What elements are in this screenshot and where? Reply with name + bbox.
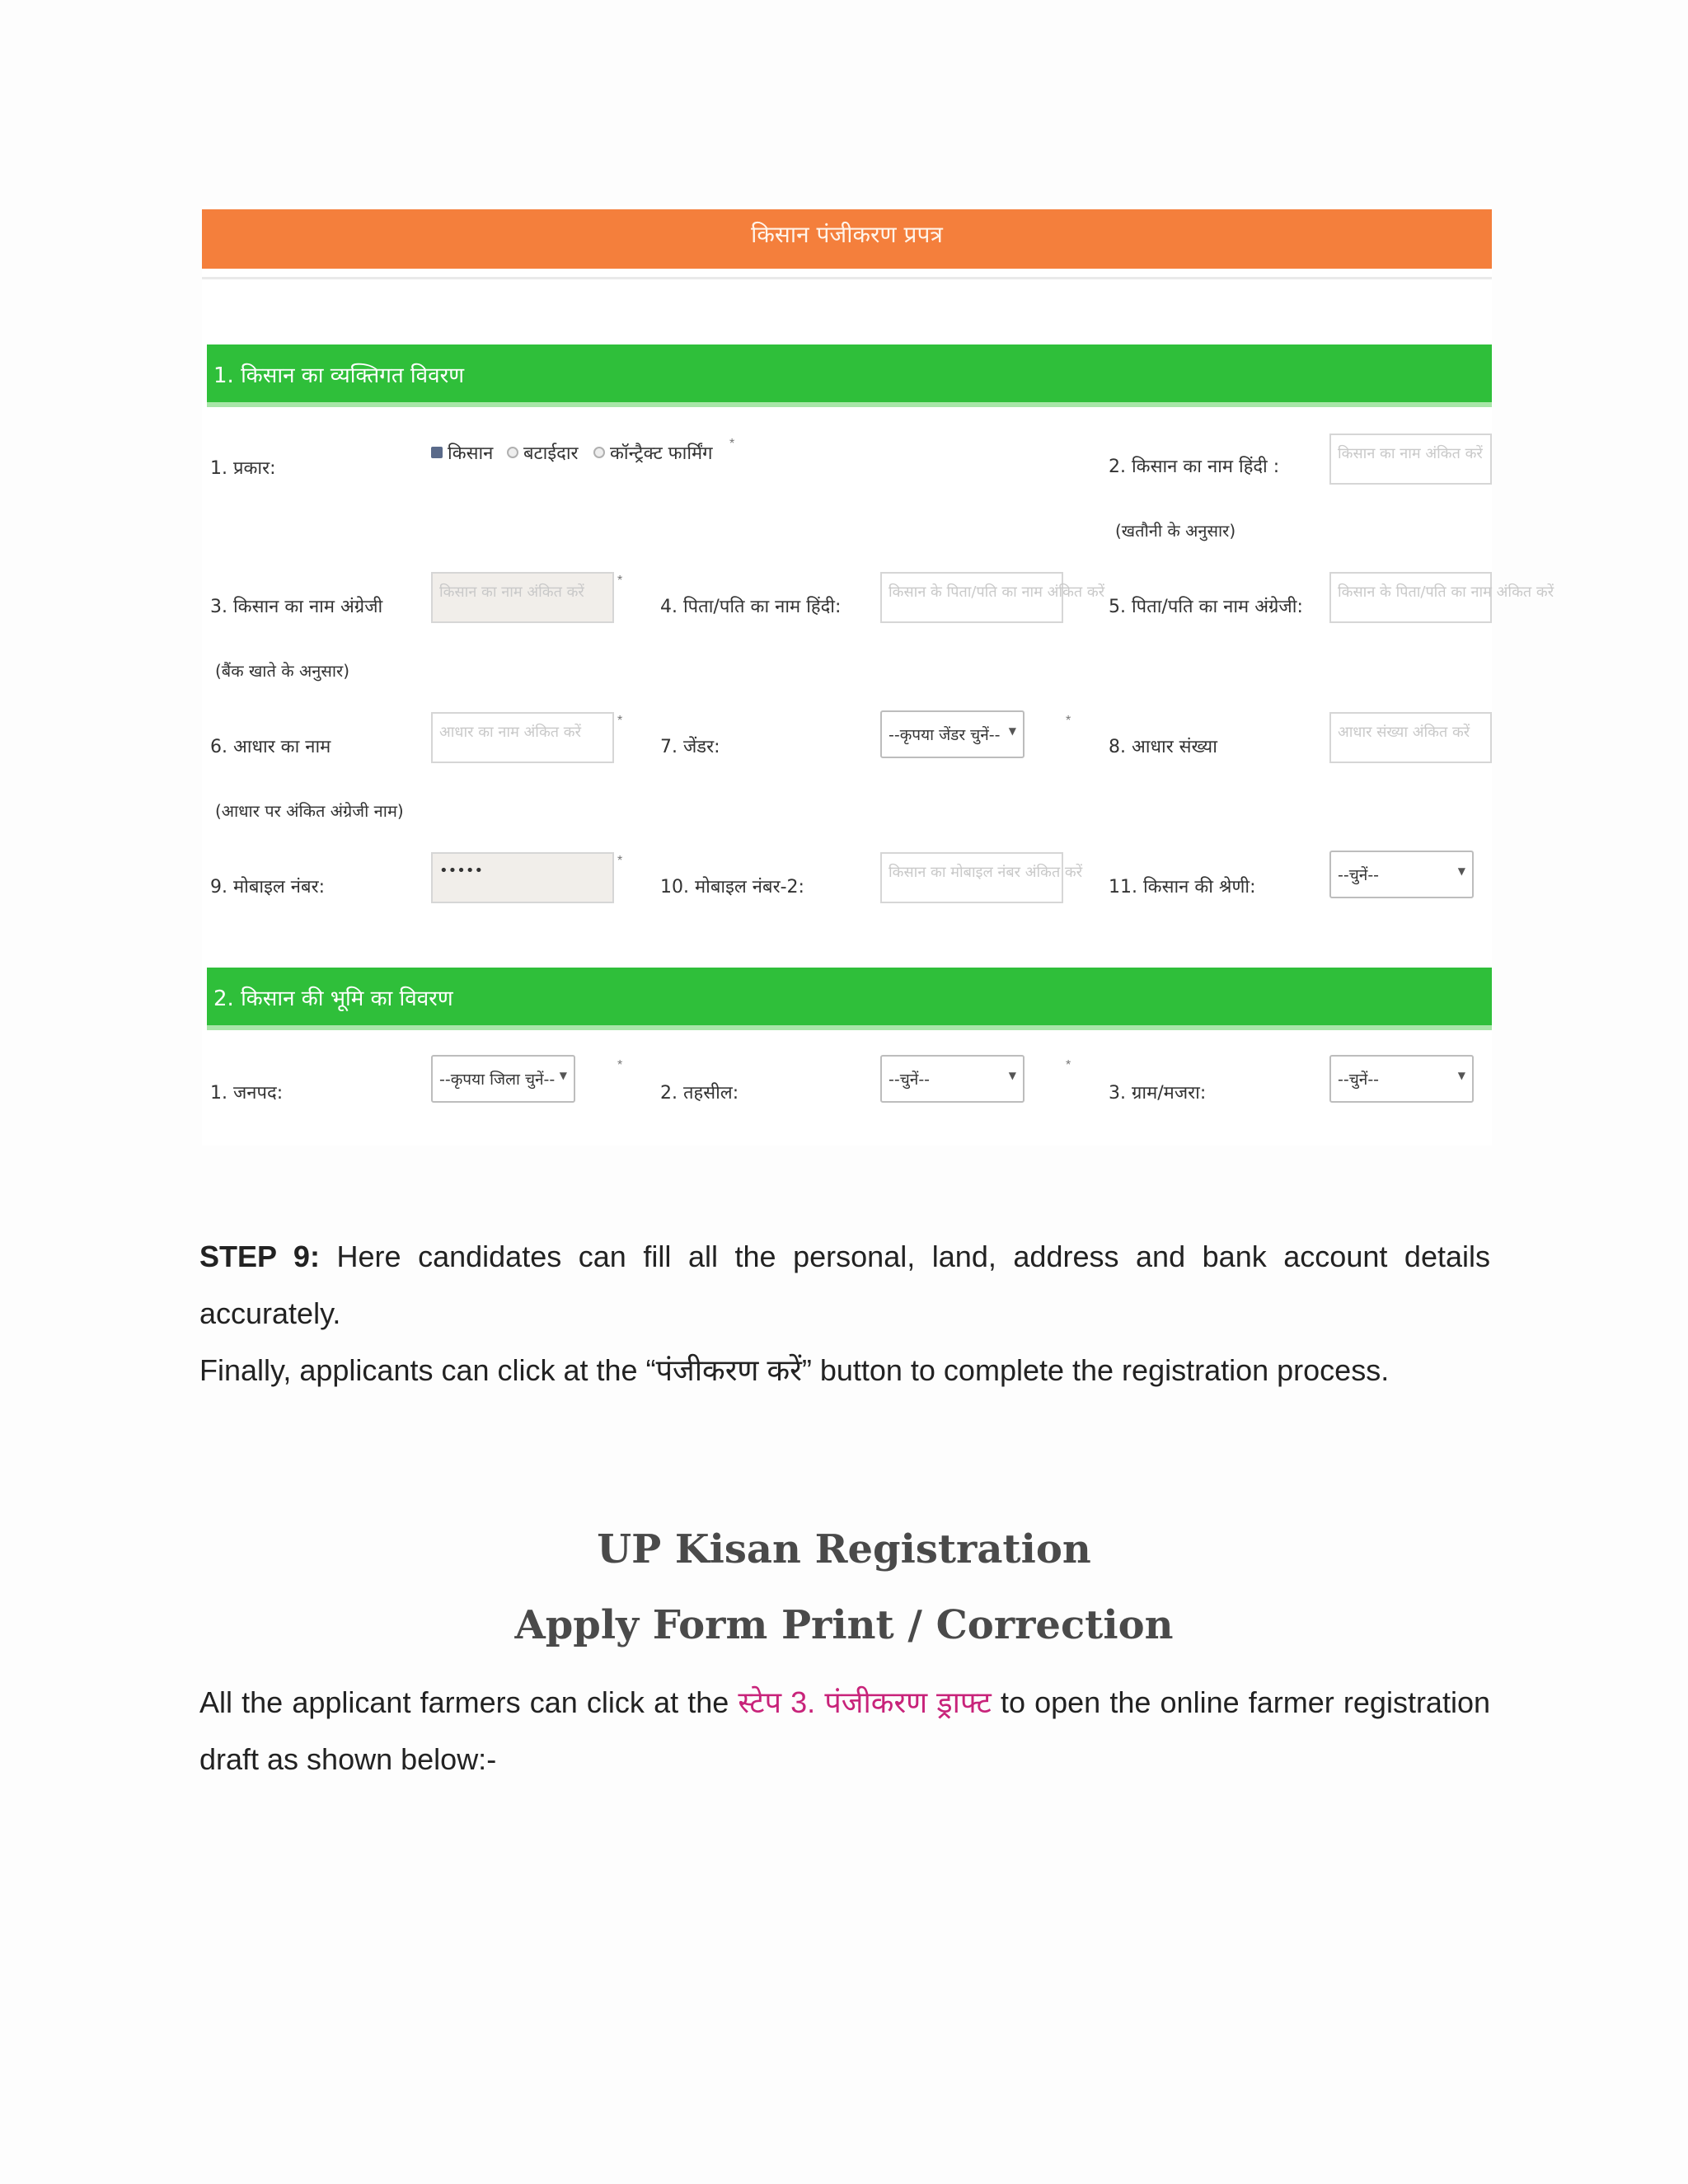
village-select-value: --चुनें--: [1338, 1071, 1380, 1089]
mobile-label: 9. मोबाइल नंबर:: [210, 877, 325, 898]
mobile2-input[interactable]: किसान का मोबाइल नंबर अंकित करें: [880, 852, 1063, 903]
gender-label: 7. जेंडर:: [660, 737, 720, 757]
radio-label: किसान: [448, 443, 494, 464]
draft-link[interactable]: स्टेप 3. पंजीकरण ड्राफ्ट: [738, 1685, 992, 1719]
divider: [202, 277, 1492, 279]
required-mark: *: [617, 854, 623, 868]
chevron-down-icon: ▼: [1457, 865, 1465, 877]
type-label: 1. प्रकार:: [210, 458, 276, 479]
required-mark: *: [617, 1058, 623, 1072]
registration-form-screenshot: [202, 206, 1554, 1146]
radio-contract[interactable]: [593, 440, 713, 465]
aadhaar-name-sub: (आधार पर अंकित अंग्रेजी नाम): [215, 801, 404, 821]
village-select[interactable]: [1329, 1055, 1474, 1103]
section-land-details: 2. किसान की भूमि का विवरण: [207, 968, 1492, 1030]
farmer-name-english-sub: (बैंक खाते के अनुसार): [215, 661, 350, 681]
radio-dot: [431, 447, 443, 458]
chevron-down-icon: ▼: [1457, 1070, 1465, 1081]
radio-label: कॉन्ट्रैक्ट फार्मिंग: [610, 443, 713, 464]
tehsil-select[interactable]: [880, 1055, 1025, 1103]
aadhaar-number-label: 8. आधार संख्या: [1109, 737, 1217, 757]
required-mark: *: [1066, 1058, 1071, 1072]
form-header: किसान पंजीकरण प्रपत्र: [202, 209, 1492, 269]
farmer-name-english-label: 3. किसान का नाम अंग्रेजी: [210, 597, 383, 617]
radio-label: बटाईदार: [523, 443, 579, 464]
heading-print-correction: Apply Form Print / Correction: [514, 1602, 1174, 1648]
chevron-down-icon: ▼: [1008, 1070, 1016, 1081]
section-personal-details: 1. किसान का व्यक्तिगत विवरण: [207, 344, 1492, 407]
district-label: 1. जनपद:: [210, 1083, 284, 1104]
gender-select[interactable]: [880, 710, 1025, 758]
farmer-name-english-input[interactable]: किसान का नाम अंकित करें: [431, 572, 614, 623]
farmer-category-select[interactable]: [1329, 851, 1474, 898]
aadhaar-name-label: 6. आधार का नाम: [210, 737, 331, 757]
required-mark: *: [1066, 714, 1071, 728]
farmer-category-label: 11. किसान की श्रेणी:: [1109, 877, 1256, 898]
draft-text-after: to open the online farmer registration draft as shown below:-: [199, 1685, 1490, 1776]
district-select[interactable]: [431, 1055, 575, 1103]
radio-kisan[interactable]: [431, 440, 493, 465]
village-label: 3. ग्राम/मजरा:: [1109, 1083, 1207, 1104]
chevron-down-icon: ▼: [1008, 725, 1016, 737]
required-mark: *: [729, 437, 735, 451]
father-name-hindi-label: 4. पिता/पति का नाम हिंदी:: [660, 597, 842, 617]
father-name-english-input[interactable]: किसान के पिता/पति का नाम अंकित करें: [1329, 572, 1492, 623]
tehsil-select-value: --चुनें--: [889, 1071, 931, 1089]
radio-dot: [593, 447, 605, 458]
farmer-name-hindi-sub: (खतौनी के अनुसार): [1115, 521, 1236, 541]
gender-select-value: --कृपया जेंडर चुनें--: [889, 726, 1001, 744]
step9-paragraph: [199, 1228, 1490, 1342]
farmer-name-hindi-input[interactable]: किसान का नाम अंकित करें: [1329, 434, 1492, 485]
district-select-value: --कृपया जिला चुनें--: [439, 1071, 556, 1089]
required-mark: *: [617, 574, 623, 588]
step9-label: STEP 9:: [199, 1240, 320, 1273]
farmer-name-hindi-label: 2. किसान का नाम हिंदी :: [1109, 457, 1280, 477]
required-mark: *: [617, 714, 623, 728]
heading-registration: UP Kisan Registration: [597, 1526, 1091, 1572]
mobile2-label: 10. मोबाइल नंबर-2:: [660, 877, 804, 898]
radio-dot: [507, 447, 518, 458]
step9-line2: Finally, applicants can click at the “पंजीकरण करें” button to complete the registration process.: [199, 1353, 1390, 1387]
draft-text-before: All the applicant farmers can click at the: [199, 1685, 738, 1719]
draft-paragraph: [199, 1674, 1490, 1788]
father-name-hindi-input[interactable]: किसान के पिता/पति का नाम अंकित करें: [880, 572, 1063, 623]
aadhaar-number-input[interactable]: आधार संख्या अंकित करें: [1329, 712, 1492, 763]
father-name-english-label: 5. पिता/पति का नाम अंग्रेजी:: [1109, 597, 1303, 617]
chevron-down-icon: ▼: [559, 1070, 567, 1081]
mobile-input[interactable]: •••••: [431, 852, 614, 903]
step9-text: Here candidates can fill all the personal, land, address and bank account details accurately.: [199, 1240, 1490, 1330]
farmer-category-select-value: --चुनें--: [1338, 866, 1380, 884]
aadhaar-name-input[interactable]: आधार का नाम अंकित करें: [431, 712, 614, 763]
radio-batai[interactable]: [507, 440, 579, 465]
tehsil-label: 2. तहसील:: [660, 1083, 739, 1104]
